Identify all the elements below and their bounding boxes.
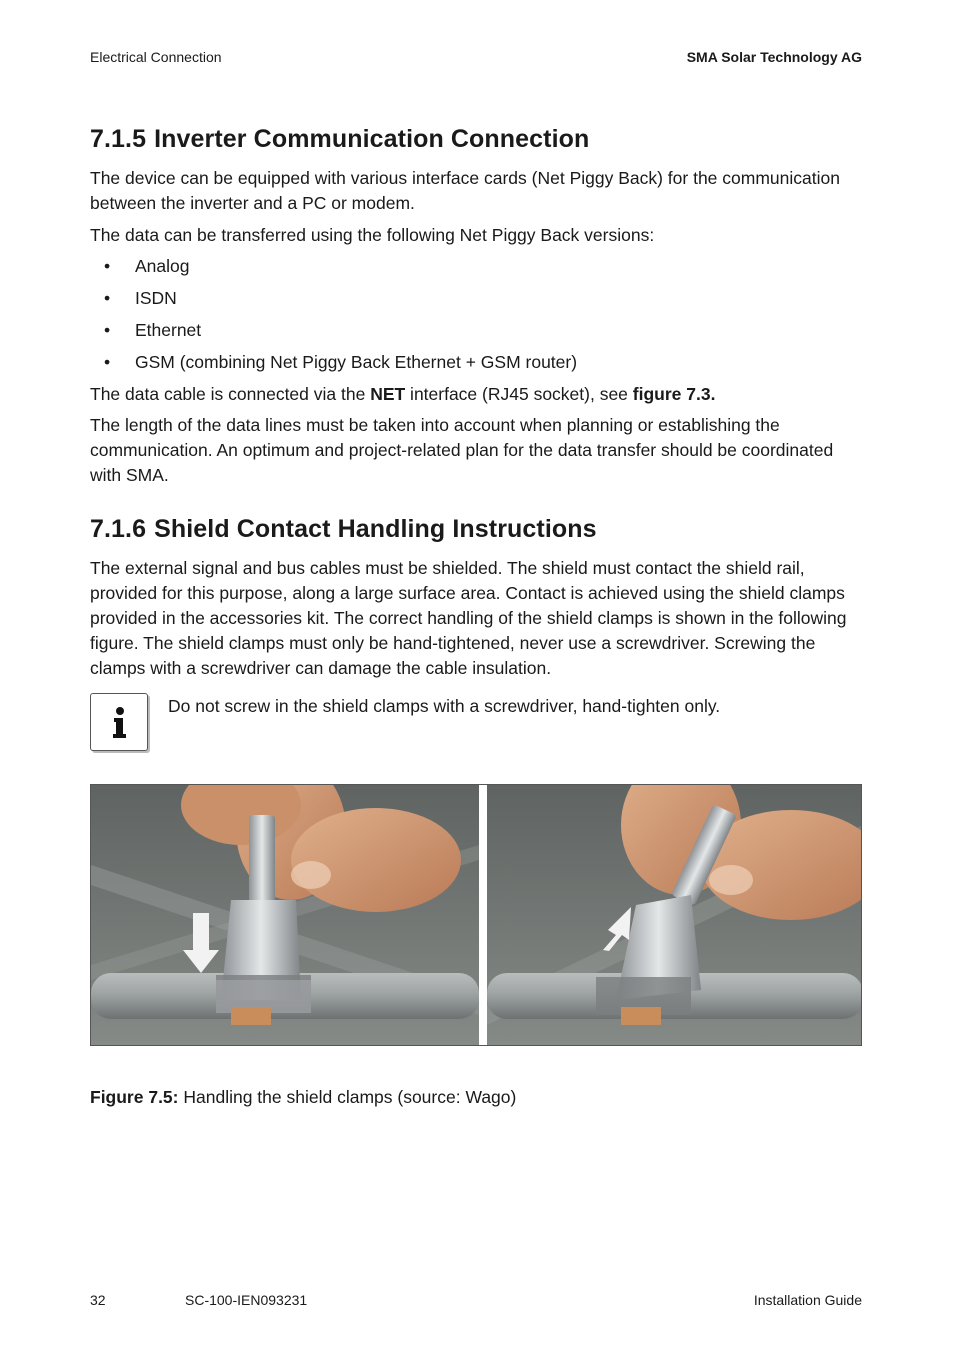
footer-guide-title: Installation Guide	[753, 1292, 862, 1308]
bullet-dot: •	[104, 320, 111, 340]
section-title: Inverter Communication Connection	[154, 125, 590, 153]
list-item-text: GSM (combining Net Piggy Back Ethernet + GSM router)	[135, 352, 578, 372]
list-item-text: Ethernet	[135, 320, 202, 340]
bullet-dot: •	[104, 352, 111, 372]
figure-caption-text: Handling the shield clamps (source: Wago)	[178, 1087, 517, 1107]
section-heading-7-1-6	[90, 515, 597, 544]
net-label: NET	[370, 384, 406, 404]
figure-label: Figure 7.5:	[90, 1087, 179, 1107]
list-item	[104, 350, 577, 375]
paragraph: The external signal and bus cables must be shielded. The shield must contact the shield rail, provided for this purpose, along a large surface area. Contact is achieved using the shield clamps provided in the accessories kit. The correct handling of the shield clamps is shown in the following figure. The shield clamps must only be hand-tightened, never use a screwdriver. Screwing the clamps with a screwdriver can damage the cable insulation.	[90, 558, 847, 678]
list-item	[104, 254, 190, 279]
section-heading-7-1-5	[90, 125, 589, 154]
info-note-text: Do not screw in the shield clamps with a screwdriver, hand-tighten only.	[168, 696, 721, 716]
text: The data cable is connected via the	[90, 384, 371, 404]
paragraph: The length of the data lines must be taken into account when planning or establishing the communication. An optimum and project-related plan for the data transfer should be coordinated with SMA.	[90, 415, 834, 485]
figure-caption	[90, 1087, 516, 1108]
section-title: Shield Contact Handling Instructions	[154, 515, 597, 543]
document-id: SC-100-IEN093231	[185, 1292, 308, 1308]
header-section-title: Electrical Connection	[90, 49, 222, 65]
list-item-text: ISDN	[135, 288, 177, 308]
bullet-dot: •	[104, 256, 111, 276]
paragraph: The data can be transferred using the following Net Piggy Back versions:	[90, 225, 655, 245]
list-item	[104, 286, 177, 311]
section-number: 7.1.6	[90, 515, 147, 543]
info-icon	[90, 693, 148, 751]
paragraph-net-interface	[90, 382, 865, 407]
list-item-text: Analog	[135, 256, 190, 276]
paragraph: The device can be equipped with various interface cards (Net Piggy Back) for the communication between the inverter and a PC or modem.	[90, 168, 840, 213]
header-company: SMA Solar Technology AG	[686, 49, 862, 65]
list-item	[104, 318, 201, 343]
shield-clamp-photo	[90, 784, 862, 1046]
text: interface (RJ45 socket), see	[405, 384, 633, 404]
page-number: 32	[90, 1292, 106, 1308]
bullet-dot: •	[104, 288, 111, 308]
figure-reference-link[interactable]: figure 7.3.	[632, 384, 716, 404]
section-number: 7.1.5	[90, 125, 147, 153]
